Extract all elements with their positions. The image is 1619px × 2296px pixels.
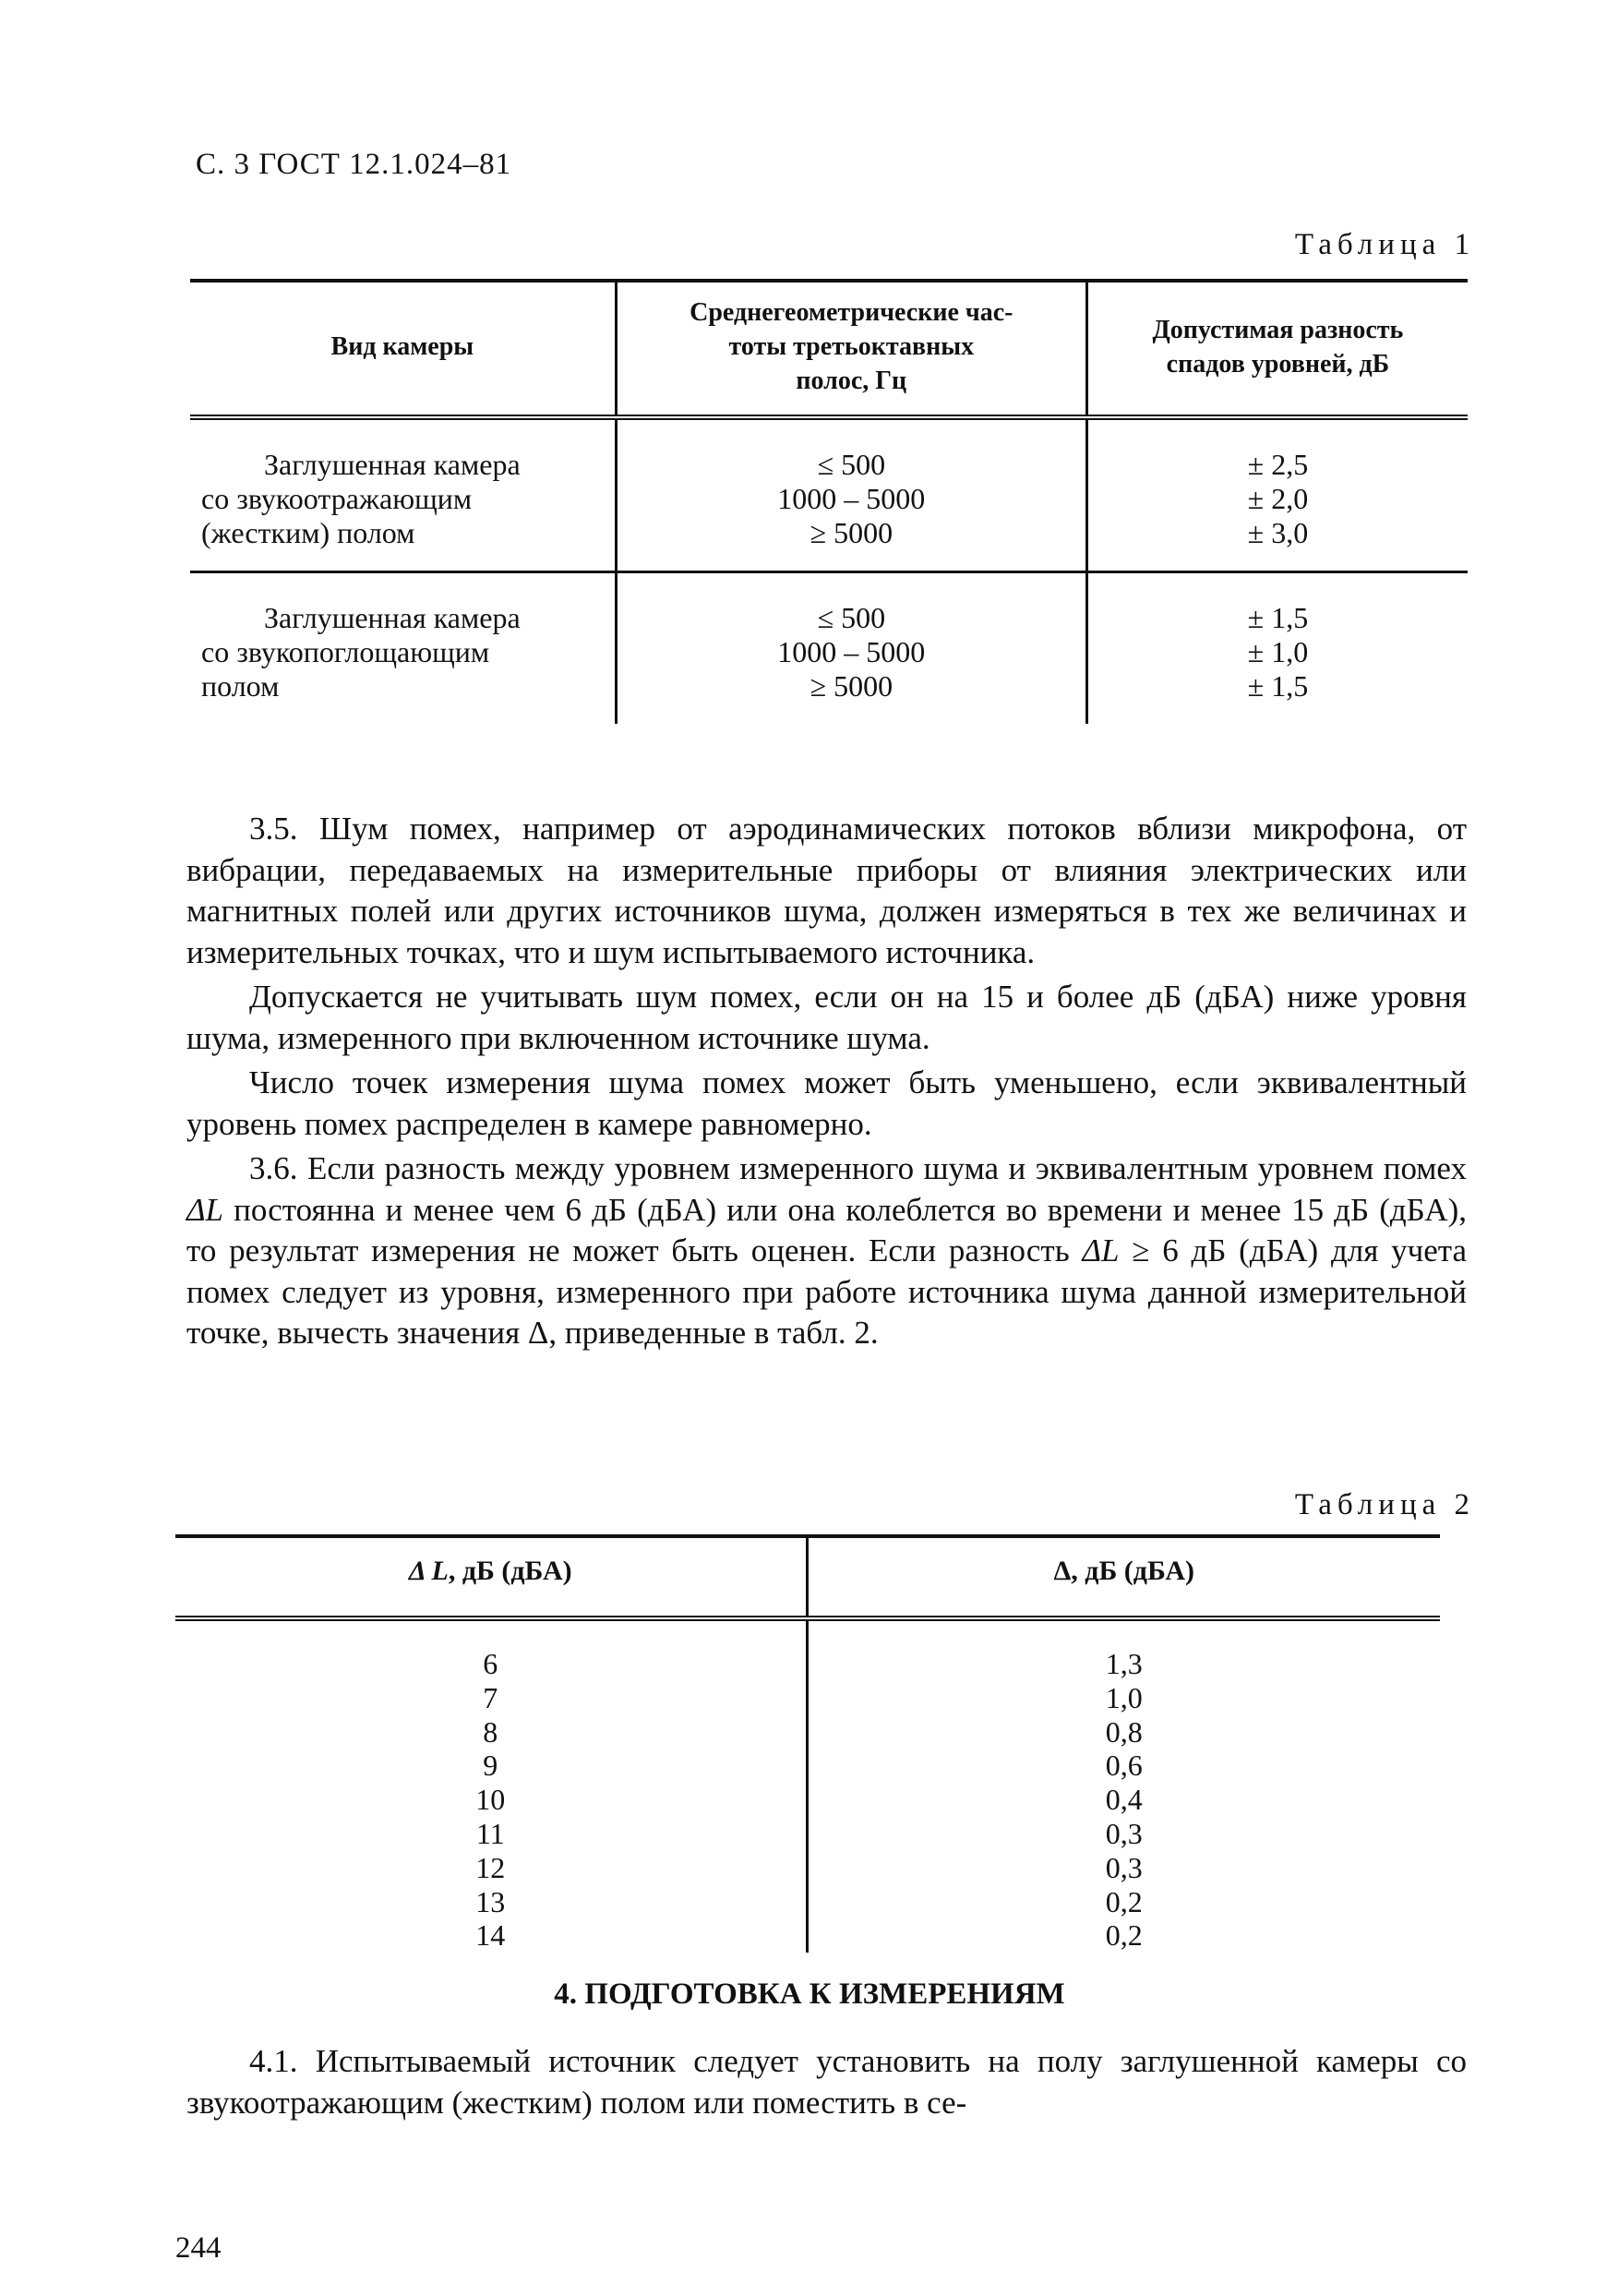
table1 <box>190 279 1468 724</box>
table2-header-delta: Δ, дБ (дБА) <box>807 1536 1440 1618</box>
paragraph-4-1: 4.1. Испытываемый источник следует установить на полу заглушенной камеры со звукоотражающим (жестким) полом или поместить в се- <box>186 2043 1467 2121</box>
table1-difference-cell: ± 2,5 ± 2,0 ± 3,0 <box>1247 448 1309 549</box>
table1-frequency-cell: ≤ 500 1000 – 5000 ≥ 5000 <box>616 417 1086 572</box>
section-3-text <box>186 809 1467 1354</box>
table1-camera-cell: Заглушенная камера со звукоотражающим (жестким) полом <box>201 448 521 549</box>
section-4-text <box>186 2041 1467 2123</box>
delta-l-symbol: ΔL <box>1082 1232 1120 1268</box>
paragraph-3-5-points: Число точек измерения шума помех может быть уменьшено, если эквивалентный уровень помех распределен в камере равномерно. <box>186 1064 1467 1142</box>
table1-header-frequencies: Среднегеометрические час- тоты третьоктавных полос, Гц <box>616 281 1086 417</box>
table2-header-row <box>175 1536 1440 1618</box>
table2-caption: Таблица 2 <box>1294 1488 1475 1521</box>
table1-caption: Таблица 1 <box>1294 228 1475 261</box>
table2-header-delta-l: Δ L, дБ (дБА) <box>175 1536 807 1618</box>
table1-header-row <box>190 281 1468 417</box>
paragraph-3-5: 3.5. Шум помех, например от аэродинамических потоков вблизи микрофона, от вибрации, передаваемых на измерительные приборы от влияния электрических или магнитных полей или других источников шума, должен измеряться в тех же величинах и измерительных точках, что и шум испытываемого источника. <box>186 811 1467 970</box>
table1-camera-cell: Заглушенная камера со звукопоглощающим полом <box>190 572 616 725</box>
table-row <box>190 572 1468 725</box>
table-row <box>190 417 1468 572</box>
table1-header-camera-type: Вид камеры <box>190 281 616 417</box>
paragraph-3-6: 3.6. Если разность между уровнем измеренного шума и эквивалентным уровнем помех ΔL постоянна и менее чем 6 дБ (дБА) или она колеблется во времени и менее 15 дБ (дБА), то результат измерения не может быть оценен. Если разность ΔL ≥ 6 дБ (дБА) для учета помех следует из уровня, измеренного при работе источника шума данной измерительной точке, вычесть значения Δ, приведенные в табл. 2. <box>186 1150 1467 1351</box>
table2 <box>175 1534 1440 1953</box>
table1-difference-cell: ± 1,5 ± 1,0 ± 1,5 <box>1086 572 1468 725</box>
table2-delta-l-column: 6 7 8 9 10 11 12 13 14 <box>175 1618 807 1953</box>
section-4-heading: 4. ПОДГОТОВКА К ИЗМЕРЕНИЯМ <box>554 1977 1065 2011</box>
paragraph-3-5-ignore-noise: Допускается не учитывать шум помех, если он на 15 и более дБ (дБА) ниже уровня шума, измеренного при включенном источнике шума. <box>186 979 1467 1056</box>
table1-header-allowed-difference: Допустимая разность спадов уровней, дБ <box>1086 281 1468 417</box>
page-number: 244 <box>175 2231 222 2265</box>
running-head: С. 3 ГОСТ 12.1.024–81 <box>196 148 512 181</box>
table2-delta-column: 1,3 1,0 0,8 0,6 0,4 0,3 0,3 0,2 0,2 <box>1105 1647 1143 1953</box>
table-row <box>175 1618 1440 1953</box>
table1-frequency-cell: ≤ 500 1000 – 5000 ≥ 5000 <box>616 572 1086 725</box>
delta-l-symbol: ΔL <box>186 1191 224 1228</box>
